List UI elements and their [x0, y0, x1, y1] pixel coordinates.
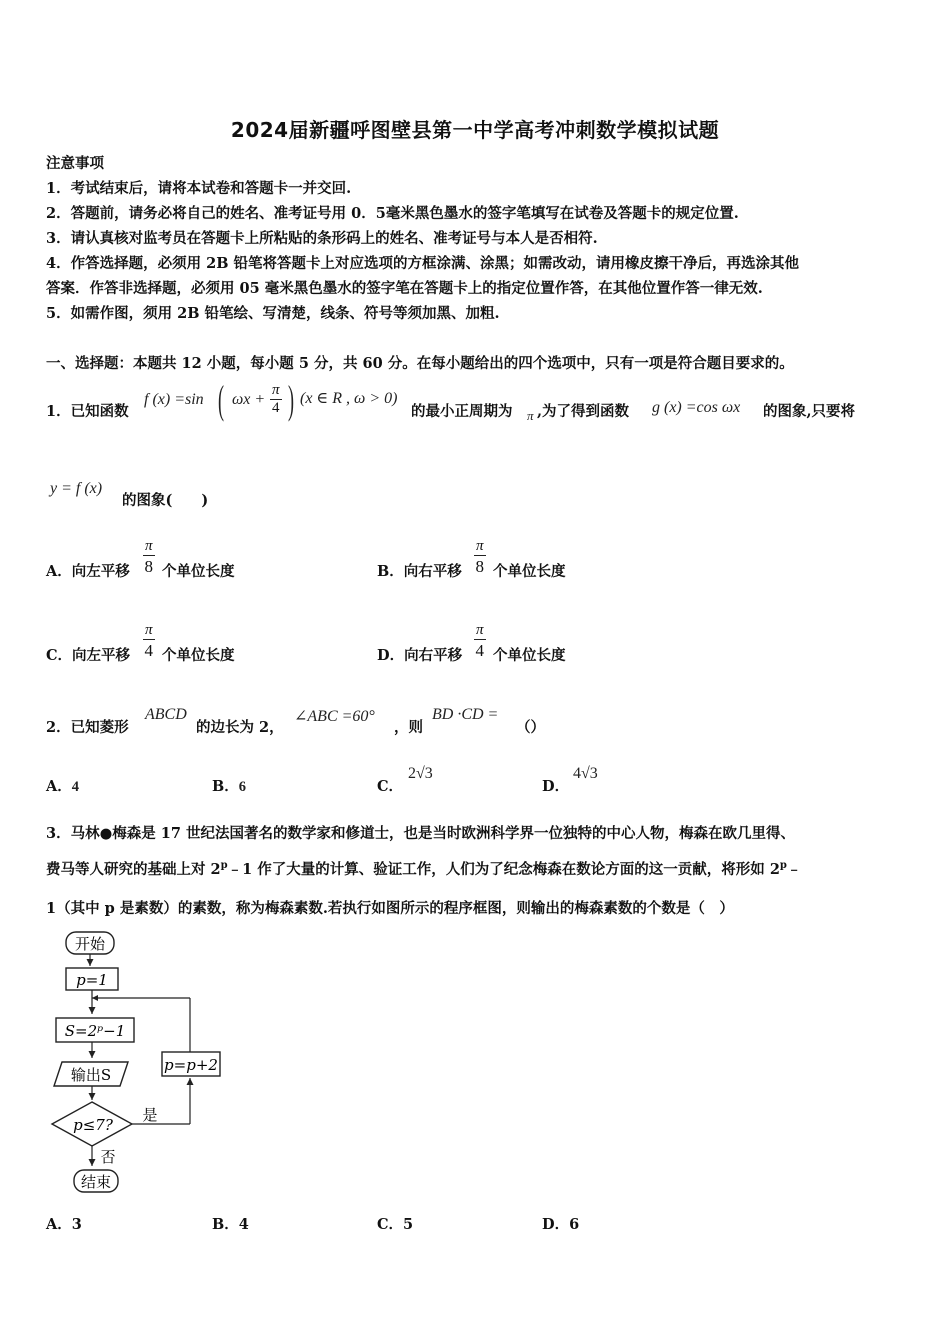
q2-lead: 2．已知菱形 — [46, 719, 129, 736]
q2-text-4: （） — [516, 719, 545, 736]
option-label: B．向右平移 — [377, 563, 462, 580]
option-label: C．向左平移 — [46, 647, 131, 664]
option-tail: 个单位长度 — [162, 563, 235, 580]
option-fraction — [474, 622, 486, 662]
frac-num: π — [476, 622, 484, 638]
q3-option-a[interactable] — [46, 1213, 82, 1234]
q1-paren-right: ) — [288, 377, 294, 422]
option-label: D． — [542, 778, 570, 795]
option-label: A． — [46, 1216, 72, 1233]
q1-func-name: f (x) =sin — [144, 391, 204, 408]
option-tail: 个单位长度 — [162, 647, 235, 664]
q1-inner: ωx + — [232, 391, 266, 408]
q3-line-2b: ﹣1 作了大量的计算、验证工作，人们为了纪念梅森在数论方面的这一贡献，将形如 2 — [227, 861, 780, 878]
option-label: B． — [212, 1216, 239, 1233]
notice-item-2: 2．答题前，请务必将自己的姓名、准考证号用 0．5毫米黑色墨水的签字笔填写在试卷及答题卡的规定位置. — [46, 205, 739, 222]
flow-init-text: p=1 — [76, 971, 108, 989]
q2-option-d-value: 4√3 — [573, 765, 598, 782]
option-value: 4 — [71, 779, 80, 795]
option-value: 6 — [569, 1216, 580, 1233]
option-value: 4 — [238, 1216, 249, 1233]
frac-den: 8 — [475, 557, 484, 576]
q1-text-2: ,为了得到函数 — [537, 403, 630, 420]
q1-y-func: y = f (x) — [50, 480, 103, 497]
q2-option-d[interactable] — [542, 775, 569, 796]
option-label: A． — [46, 778, 72, 795]
q2-option-b[interactable] — [212, 775, 246, 796]
section-heading: 一、选择题：本题共 12 小题，每小题 5 分，共 60 分。在每小题给出的四个选项中，只有一项是符合题目要求的。 — [46, 355, 794, 372]
flow-yes-label: 是 — [142, 1106, 158, 1124]
option-label: B． — [212, 778, 239, 795]
q3-line-1: 3．马林●梅森是 17 世纪法国著名的数学家和修道士，也是当时欧洲科学界一位独特的中心人物，梅森在欧几里得、 — [46, 825, 796, 842]
q3-option-b[interactable] — [212, 1213, 249, 1234]
flow-end-text: 结束 — [80, 1173, 112, 1191]
notice-item-4-cont: 答案．作答非选择题，必须用 05 毫米黑色墨水的签字笔在答题卡上的指定位置作答，在其他位置作答一律无效. — [46, 280, 763, 297]
q3-option-d[interactable] — [542, 1213, 579, 1234]
option-fraction — [474, 538, 486, 578]
frac-den: 4 — [475, 641, 484, 660]
q3-sup-2: p — [779, 860, 787, 872]
q1-frac-den: 4 — [272, 400, 280, 416]
frac-den: 4 — [144, 641, 153, 660]
q3-sup-1: p — [220, 860, 228, 872]
q1-text-1: 的最小正周期为 — [411, 403, 513, 420]
q1-frac-num: π — [272, 382, 280, 398]
notice-item-4: 4．作答选择题，必须用 2B 铅笔将答题卡上对应选项的方框涂满、涂黑；如需改动，请用橡皮擦干净后，再选涂其他 — [46, 255, 800, 272]
q2-text-3: ，则 — [394, 719, 423, 736]
option-label: C． — [377, 778, 404, 795]
q3-flowchart — [50, 928, 250, 1198]
q2-text-2: 的边长为 2， — [196, 719, 284, 736]
q1-g-func: g (x) =cos ωx — [652, 399, 741, 416]
option-label: A．向左平移 — [46, 563, 130, 580]
option-label: C． — [377, 1216, 404, 1233]
q1-condition: (x ∈ R , ω > 0) — [300, 390, 398, 407]
notice-item-3: 3．请认真核对监考员在答题卡上所粘贴的条形码上的姓名、准考证号与本人是否相符. — [46, 230, 598, 247]
q1-period: π — [527, 408, 534, 423]
flow-start-text: 开始 — [74, 935, 106, 953]
q1-paren-left: ( — [218, 377, 224, 422]
q2-rhombus: ABCD — [145, 706, 187, 723]
q3-line-2c: ﹣ — [786, 861, 802, 878]
frac-num: π — [145, 622, 153, 638]
q2-expr: BD ·CD = — [432, 706, 499, 723]
q1-text-4: 的图象( ) — [122, 492, 209, 509]
option-label: D．向右平移 — [377, 647, 463, 664]
q1-lead: 1．已知函数 — [46, 403, 129, 420]
q3-line-2 — [46, 858, 801, 879]
q1-text-3: 的图象,只要将 — [763, 403, 856, 420]
q3-line-2a: 费马等人研究的基础上对 2 — [46, 861, 221, 878]
flow-output-text: 输出S — [70, 1066, 112, 1084]
notice-item-1: 1．考试结束后，请将本试卷和答题卡一并交回. — [46, 180, 352, 197]
option-fraction — [143, 538, 155, 578]
flow-no-label: 否 — [100, 1148, 116, 1166]
frac-num: π — [145, 538, 153, 554]
q3-option-c[interactable] — [377, 1213, 413, 1234]
option-value: 3 — [71, 1216, 82, 1233]
frac-den: 8 — [144, 557, 153, 576]
option-value: 6 — [238, 779, 247, 795]
q2-option-c-value: 2√3 — [408, 765, 433, 782]
flow-arrowhead — [92, 995, 98, 1001]
frac-num: π — [476, 538, 484, 554]
option-tail: 个单位长度 — [493, 563, 566, 580]
notice-heading: 注意事项 — [46, 155, 104, 172]
flow-decision-text: p≤7? — [73, 1116, 113, 1134]
option-label: D． — [542, 1216, 570, 1233]
q1-fraction — [270, 382, 282, 417]
q2-angle: ∠ABC =60° — [294, 708, 375, 725]
q2-option-a[interactable] — [46, 775, 79, 796]
flow-update-text: p=p+2 — [164, 1056, 218, 1074]
flow-calc-text: S=2ᵖ−1 — [64, 1022, 126, 1040]
option-tail: 个单位长度 — [493, 647, 566, 664]
page-title: 2024届新疆呼图壁县第一中学高考冲刺数学模拟试题 — [230, 118, 720, 142]
notice-item-5: 5．如需作图，须用 2B 铅笔绘、写清楚，线条、符号等须加黑、加粗. — [46, 305, 500, 322]
option-value: 5 — [403, 1216, 414, 1233]
q3-line-3: 1（其中 p 是素数）的素数，称为梅森素数.若执行如图所示的程序框图，则输出的梅森素数的个数是（ ） — [46, 900, 734, 917]
option-fraction — [143, 622, 155, 662]
q2-option-c[interactable] — [377, 775, 403, 796]
